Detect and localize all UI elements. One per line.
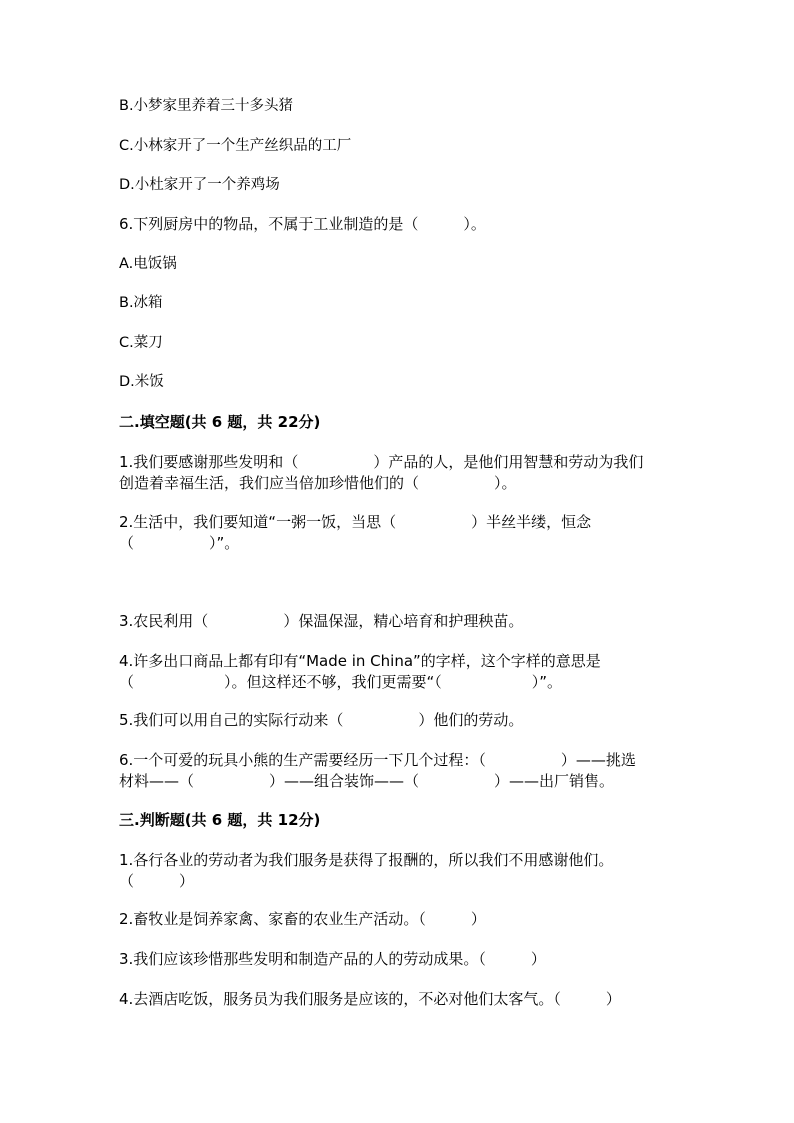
- judge-q3: 3.我们应该珍惜那些发明和制造产品的人的劳动成果。（ ）: [119, 950, 546, 968]
- judge-q1-line2: （ ）: [119, 872, 195, 890]
- q6-option-c: C.菜刀: [119, 335, 163, 351]
- q6-option-d: D.米饭: [119, 374, 164, 390]
- q5-option-d: D.小杜家开了一个养鸡场: [119, 177, 280, 193]
- fill-q5: 5.我们可以用自己的实际行动来（ ）他们的劳动。: [119, 711, 524, 729]
- fill-q2-line1: 2.生活中，我们要知道“一粥一饭，当思（ ）半丝半缕，恒念: [119, 513, 592, 531]
- q6-option-b: B.冰箱: [119, 295, 163, 311]
- q5-option-b: B.小梦家里养着三十多头猪: [119, 98, 294, 114]
- fill-q6-line1: 6.一个可爱的玩具小熊的生产需要经历一下几个过程：（ ）——挑选: [119, 751, 636, 769]
- fill-q1-line1: 1.我们要感谢那些发明和（ ）产品的人，是他们用智慧和劳动为我们: [119, 453, 644, 471]
- section-3-title: 三.判断题(共 6 题，共 12分): [119, 811, 321, 829]
- q6-option-a: A.电饭锅: [119, 256, 177, 272]
- section-2-title: 二.填空题(共 6 题，共 22分): [119, 413, 321, 431]
- judge-q1-line1: 1.各行各业的劳动者为我们服务是获得了报酬的，所以我们不用感谢他们。: [119, 851, 614, 869]
- fill-q6-line2: 材料——（ ）——组合装饰——（ ）——出厂销售。: [119, 772, 615, 790]
- judge-q2: 2.畜牧业是饲养家禽、家畜的农业生产活动。（ ）: [119, 910, 486, 928]
- q6-stem: 6.下列厨房中的物品，不属于工业制造的是（ ）。: [119, 215, 486, 233]
- judge-q4: 4.去酒店吃饭，服务员为我们服务是应该的，不必对他们太客气。（ ）: [119, 990, 621, 1008]
- fill-q4-line1: 4.许多出口商品上都有印有“Made in China”的字样，这个字样的意思是: [119, 652, 601, 670]
- q5-option-c: C.小林家开了一个生产丝织品的工厂: [119, 138, 352, 154]
- fill-q3: 3.农民利用（ ）保温保湿，精心培育和护理秧苗。: [119, 612, 524, 630]
- fill-q2-line2: （ ）”。: [119, 534, 240, 552]
- fill-q1-line2: 创造着幸福生活，我们应当倍加珍惜他们的（ ）。: [119, 474, 517, 492]
- fill-q4-line2: （ ）。但这样还不够，我们更需要“（ ）”。: [119, 673, 563, 691]
